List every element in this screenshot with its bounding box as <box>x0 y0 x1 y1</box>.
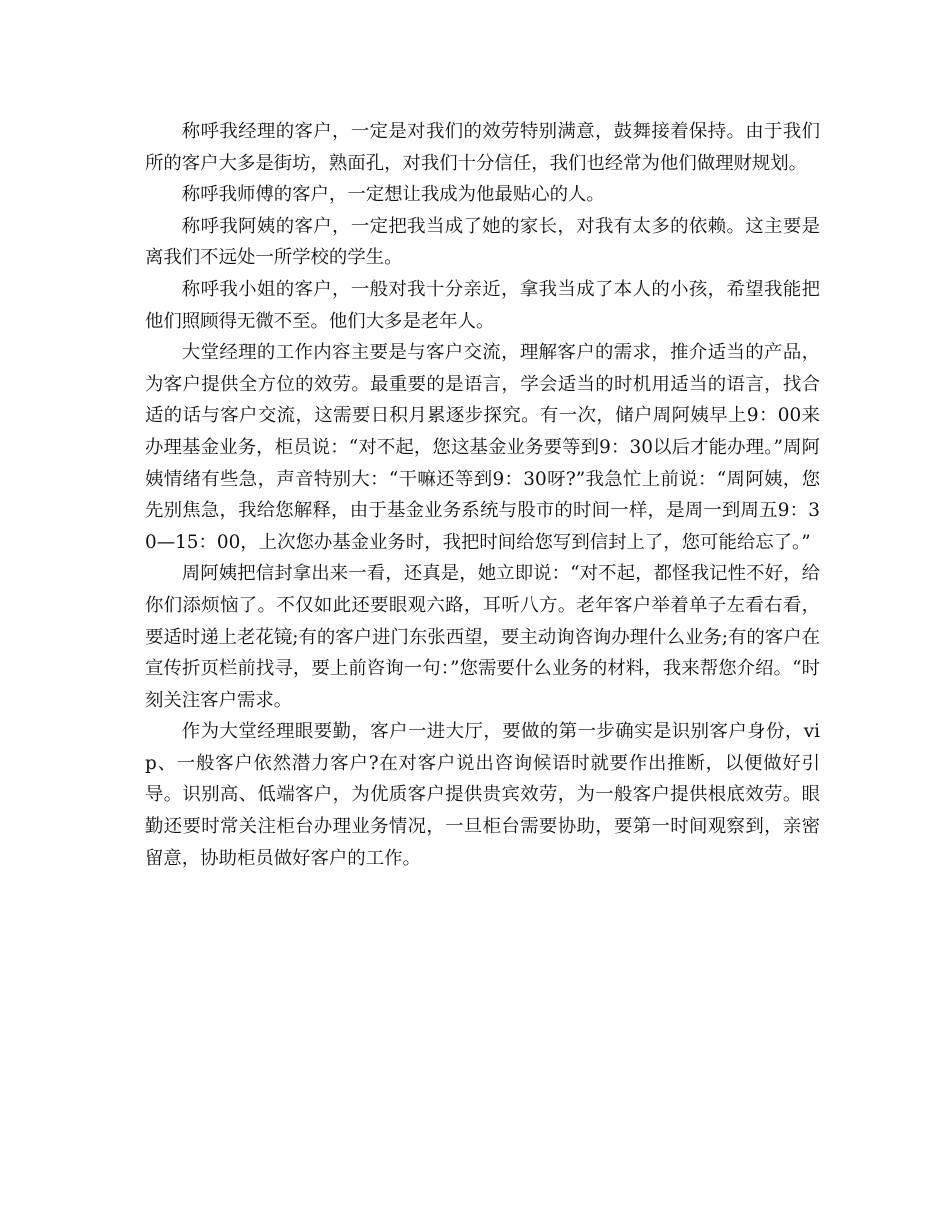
paragraph: 作为大堂经理眼要勤，客户一进大厅，要做的第一步确实是识别客户身份，vip、一般客户依然潜力客户?在对客户说出咨询候语时就要作出推断，以便做好引导。识别高、低端客户，为优质客户提供贵宾效劳，为一般客户提供根底效劳。眼勤还要时常关注柜台办理业务情况，一旦柜台需要协助，要第一时间观察到，亲密留意，协助柜员做好客户的工作。 <box>145 721 820 869</box>
paragraph: 称呼我阿姨的客户，一定把我当成了她的家长，对我有太多的依赖。这主要是离我们不远处一所学校的学生。 <box>145 215 820 269</box>
paragraph: 周阿姨把信封拿出来一看，还真是，她立即说：“对不起，都怪我记性不好，给你们添烦恼了。不仅如此还要眼观六路，耳听八方。老年客户举着单子左看右看，要适时递上老花镜;有的客户进门东张西望，要主动询咨询办理什么业务;有的客户在宣传折页栏前找寻，要上前咨询一句：”您需要什么业务的材料，我来帮您介绍。“时刻关注客户需求。 <box>145 563 820 711</box>
paragraph: 称呼我师傅的客户，一定想让我成为他最贴心的人。 <box>181 184 605 206</box>
paragraph: 大堂经理的工作内容主要是与客户交流，理解客户的需求，推介适当的产品，为客户提供全方位的效劳。最重要的是语言，学会适当的时机用适当的语言，找合适的话与客户交流，这需要日积月累逐步探究。有一次，储户周阿姨早上9：00来办理基金业务，柜员说：“对不起，您这基金业务要等到9：30以后才能办理。”周阿姨情绪有些急，声音特别大：“干嘛还等到9：30呀?”我急忙上前说：“周阿姨，您先别焦急，我给您解释，由于基金业务系统与股市的时间一样，是周一到周五9：30—15：00，上次您办基金业务时，我把时间给您写到信封上了，您可能给忘了。” <box>145 342 820 553</box>
paragraph: 称呼我经理的客户，一定是对我们的效劳特别满意，鼓舞接着保持。由于我们所的客户大多是街坊，熟面孔，对我们十分信任，我们也经常为他们做理财规划。 <box>145 121 820 174</box>
paragraph: 称呼我小姐的客户，一般对我十分亲近，拿我当成了本人的小孩，希望我能把他们照顾得无微不至。他们大多是老年人。 <box>145 278 820 332</box>
